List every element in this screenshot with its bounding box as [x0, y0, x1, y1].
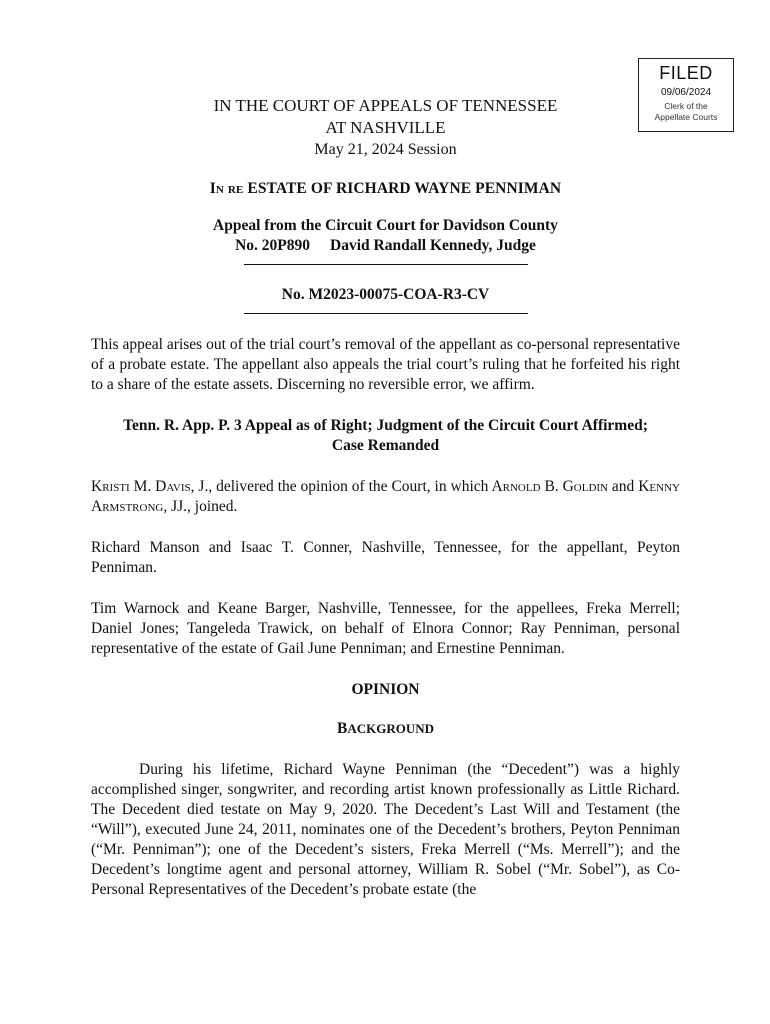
appeal-from: Appeal from the Circuit Court for Davidson County: [213, 217, 558, 234]
filed-clerk-line2: Appellate Courts: [654, 111, 718, 122]
judge2-suffix: and: [608, 478, 639, 495]
judge3-mid: A: [91, 498, 103, 515]
judge-author-mid: M. D: [129, 478, 167, 495]
filed-label: FILED: [659, 63, 713, 83]
background-heading: [91, 719, 680, 739]
trial-number: No. 20P890: [235, 237, 311, 254]
divider-bottom: [244, 313, 528, 314]
filed-clerk-line1: Clerk of the: [664, 101, 708, 111]
judge2-first: rnold: [502, 478, 541, 495]
counsel-appellees: Tim Warnock and Keane Barger, Nashville, Tennessee, for the appellees, Freka Merrell; Daniel Jones; Tangeleda Trawick, on behalf of Elnora Connor; Ray Penniman, personal representative of the estate of Gail June Penniman; and Ernestine Penniman.: [91, 600, 680, 657]
judge3-initial: K: [638, 478, 650, 495]
judge-author-suffix: , J., delivered the opinion of the Court, in which A: [190, 478, 503, 495]
holding-line1: Tenn. R. App. P. 3 Appeal as of Right; Judgment of the Circuit Court Affirmed;: [123, 417, 648, 434]
court-location: AT NASHVILLE: [325, 118, 446, 137]
judge2-mid: B. G: [540, 478, 574, 495]
trial-info: [91, 236, 680, 256]
trial-judge: David Randall Kennedy, Judge: [330, 237, 536, 254]
judge-author-first: risti: [102, 478, 130, 495]
judge-author-initial: K: [91, 478, 103, 495]
background-paragraph: During his lifetime, Richard Wayne Penniman (the “Decedent”) was a highly accomplished singer, songwriter, and recording artist known professionally as Little Richard. The Decedent died testate on May 9, 2020. The Decedent’s Last Will and Testament (the “Will”), executed June 24, 2011, nominates one of the Decedent’s brothers, Peyton Penniman (“Mr. Penniman”); one of the Decedent’s sisters, Freka Merrell (“Ms. Merrell”); and the Decedent’s longtime agent and personal attorney, William R. Sobel (“Mr. Sobel”), as Co-Personal Representatives of the Decedent’s probate estate (the: [91, 761, 680, 898]
judge2-last: oldin: [573, 478, 608, 495]
appeal-info: [91, 216, 680, 256]
background-heading-rest: ACKGROUND: [347, 721, 434, 736]
case-title: [91, 179, 680, 199]
divider-top: [244, 264, 528, 265]
background-heading-initial: B: [336, 720, 348, 737]
case-title-name: ESTATE OF RICHARD WAYNE PENNIMAN: [243, 180, 562, 197]
counsel-appellant: Richard Manson and Isaac T. Conner, Nashville, Tennessee, for the appellant, Peyton Penniman.: [91, 539, 680, 576]
session-date: May 21, 2024 Session: [314, 141, 457, 158]
judge-author-last: avis: [166, 478, 191, 495]
document-page: [91, 95, 680, 900]
holding: [91, 416, 680, 456]
judge3-last: rmstrong: [102, 498, 164, 515]
filed-date: 09/06/2024: [660, 87, 712, 98]
judge3-first: enny: [649, 478, 680, 495]
holding-line2: Case Remanded: [331, 437, 440, 454]
court-name: IN THE COURT OF APPEALS OF TENNESSEE: [213, 96, 558, 115]
docket-number: No. M2023-00075-COA-R3-CV: [281, 286, 490, 303]
summary-paragraph: This appeal arises out of the trial court’s removal of the appellant as co-personal representative of a probate estate. The appellant also appeals the trial court’s ruling that he forfeited his right to a share of the estate assets. Discerning no reversible error, we affirm.: [91, 336, 680, 393]
opinion-heading: OPINION: [351, 681, 420, 698]
case-title-prefix: In re: [209, 180, 244, 197]
judge3-suffix: , JJ., joined.: [163, 498, 238, 515]
judges-paragraph: [91, 477, 680, 517]
